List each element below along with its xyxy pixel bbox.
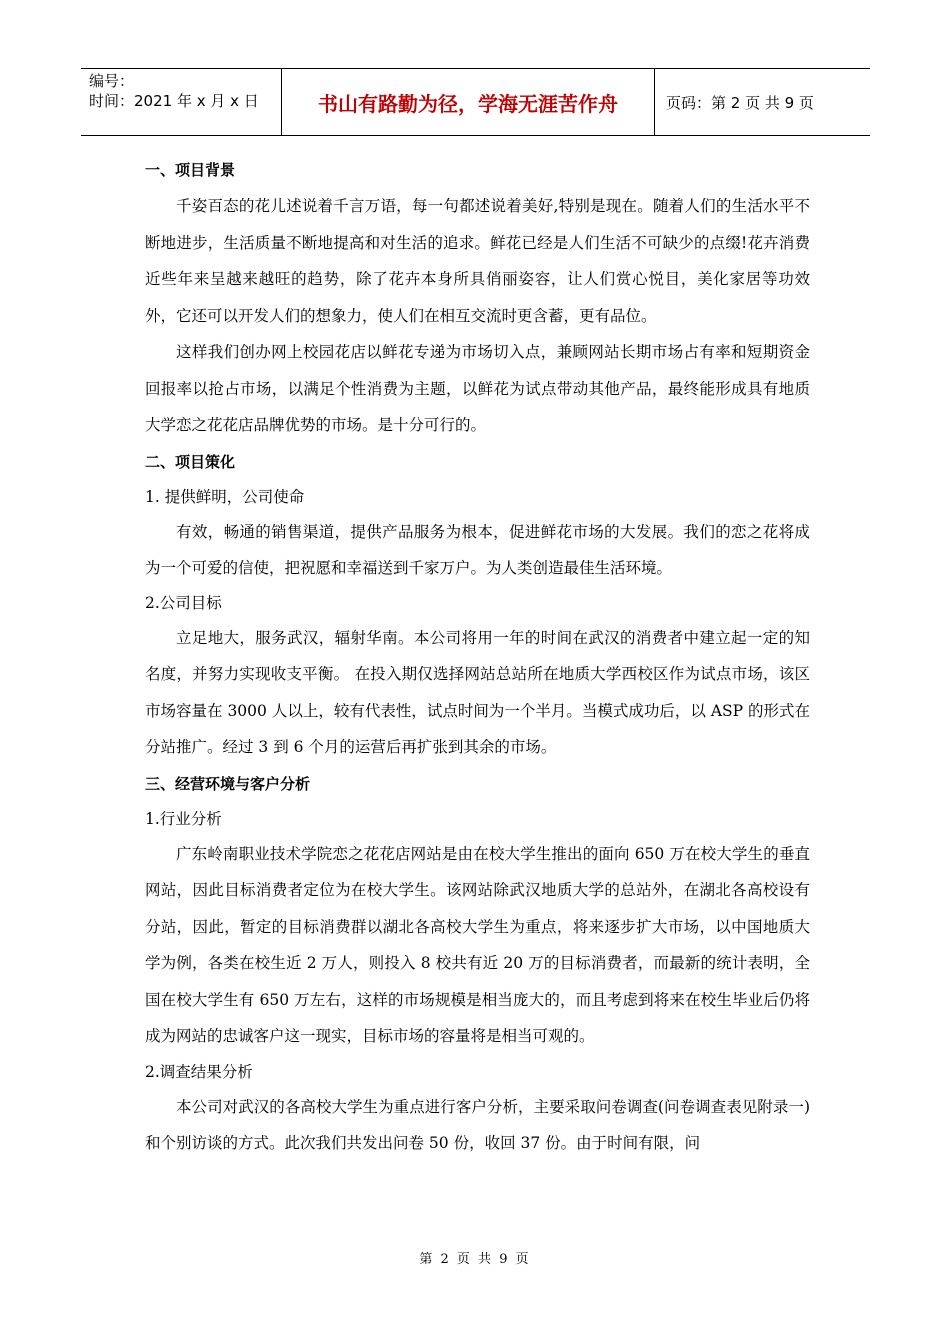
page-footer: 第 2 页 共 9 页 [419,1252,531,1267]
document-time-label: 时间：2021 年 x 月 x 日 [89,92,259,110]
paragraph-background-2: 这样我们创办网上校园花店以鲜花专递为市场切入点，兼顾网站长期市场占有率和短期资金回报率以抢占市场，以满足个性消费为主题，以鲜花为试点带动其他产品，最终能形成具有地质大学恋之花花店品牌优势的市场。是十分可行的。 [145,343,810,434]
header-motto: 书山有路勤为径，学海无涯苦作舟 [282,69,655,135]
header-page-info: 页码：第 2 页 共 9 页 [666,93,814,112]
subsection-industry: 1.行业分析 [145,809,222,828]
paragraph-industry: 广东岭南职业技术学院恋之花花店网站是由在校大学生推出的面向 650 万在校大学生的垂直网站，因此目标消费者定位为在校大学生。该网站除武汉地质大学的总站外，在湖北各高校设有分站，因此，暂定的目标消费群以湖北各高校大学生为重点，将来逐步扩大市场，以中国地质大学为例，各类在校生近 2 万人，则投入 8 校共有近 20 万的目标消费者，而最新的统计表明，全国在校大学生有 650 万左右，这样的市场规模是相当庞大的，而且考虑到将来在校生毕业后仍将成为网站的忠诚客户这一现实，目标市场的容量将是相当可观的。 [145,844,810,1045]
section-title-environment: 三、经营环境与客户分析 [145,774,311,793]
paragraph-background-1: 千姿百态的花儿述说着千言万语，每一句都述说着美好,特别是现在。随着人们的生活水平不断地进步，生活质量不断地提高和对生活的追求。鲜花已经是人们生活不可缺少的点缀!花卉消费近些年来呈越来越旺的趋势，除了花卉本身所具俏丽姿容，让人们赏心悦目，美化家居等功效外，它还可以开发人们的想象力，使人们在相互交流时更含蓄，更有品位。 [145,197,810,325]
paragraph-mission: 有效，畅通的销售渠道，提供产品服务为根本，促进鲜花市场的大发展。我们的恋之花将成为一个可爱的信使，把祝愿和幸福送到千家万户。为人类创造最佳生活环境。 [145,522,810,577]
section-title-background: 一、项目背景 [145,161,236,179]
document-body [145,152,810,1162]
subsection-survey: 2.调查结果分析 [145,1062,253,1081]
paragraph-survey: 本公司对武汉的各高校大学生为重点进行客户分析，主要采取问卷调查(问卷调查表见附录一)和个别访谈的方式。此次我们共发出问卷 50 份，收回 37 份。由于时间有限，问 [145,1097,810,1152]
section-title-planning: 二、项目策化 [145,452,236,471]
header-left-cell [81,69,282,135]
subsection-mission: 1. 提供鲜明，公司使命 [145,487,305,506]
document-number-label: 编号： [89,72,135,90]
header-table [81,68,870,136]
subsection-goals: 2.公司目标 [145,593,222,612]
paragraph-goals: 立足地大，服务武汉，辐射华南。本公司将用一年的时间在武汉的消费者中建立起一定的知名度，并努力实现收支平衡。 在投入期仅选择网站总站所在地质大学西校区作为试点市场，该区市场容量在 3000 人以上，较有代表性，试点时间为一个半月。当模式成功后，以 ASP 的形式在分站推广。经过 3 到 6 个月的运营后再扩张到其余的市场。 [145,628,810,756]
